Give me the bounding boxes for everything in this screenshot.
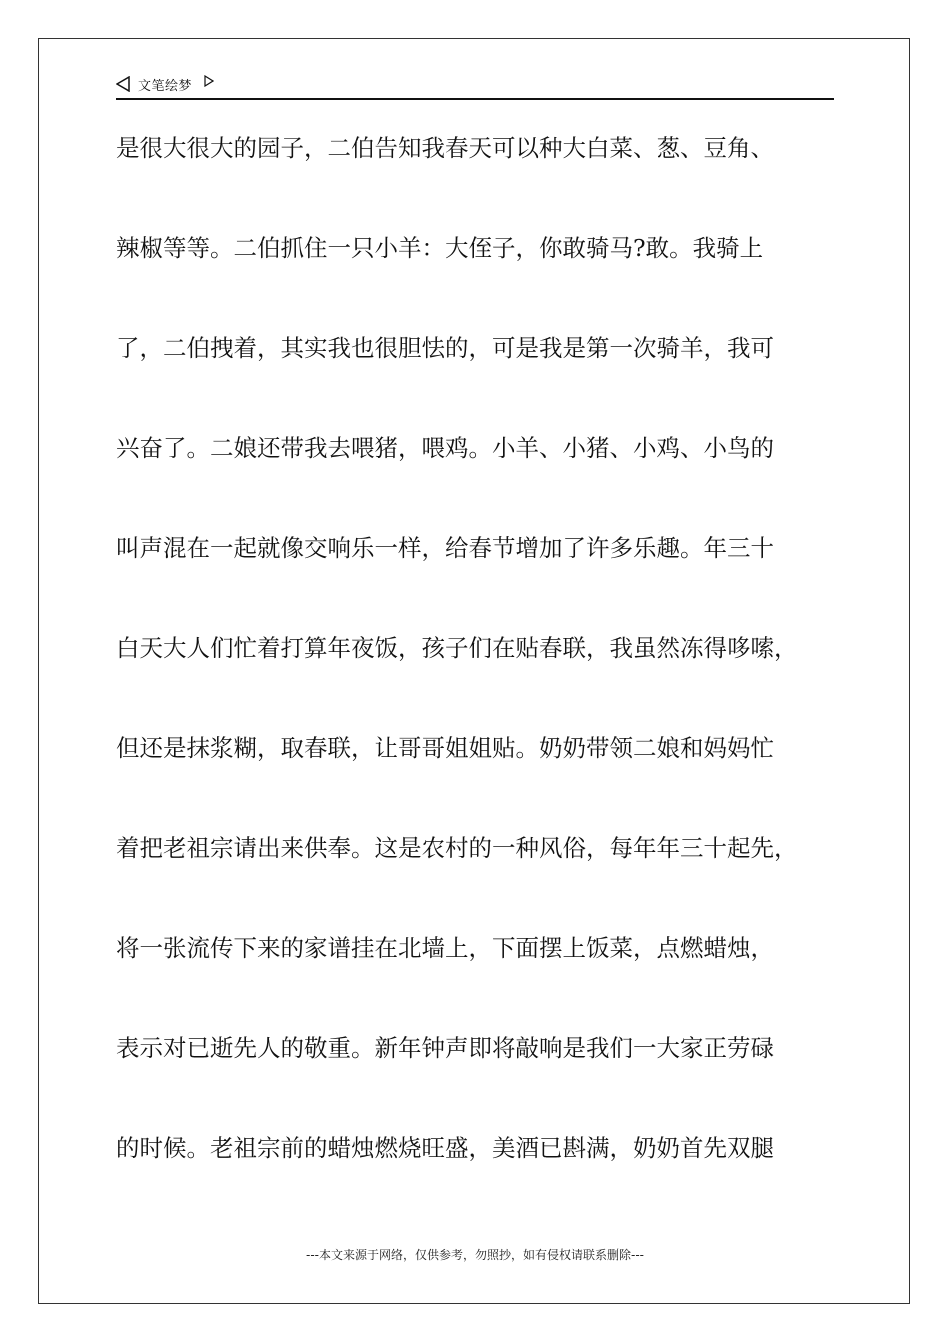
body-line: 的时候。老祖宗前的蜡烛燃烧旺盛，美酒已斟满，奶奶首先双腿 [116, 1134, 774, 1162]
body-line: 白天大人们忙着打算年夜饭，孩子们在贴春联，我虽然冻得哆嗦， [116, 634, 798, 662]
page-header [116, 72, 834, 100]
triangle-right-outline-icon [204, 75, 214, 87]
body-line: 辣椒等等。二伯抓住一只小羊：大侄子，你敢骑马?敢。我骑上 [116, 234, 764, 262]
body-line: 但还是抹浆糊，取春联，让哥哥姐姐贴。奶奶带领二娘和妈妈忙 [116, 734, 774, 762]
page-border [38, 38, 910, 1304]
body-line: 着把老祖宗请出来供奉。这是农村的一种风俗，每年年三十起先， [116, 834, 798, 862]
triangle-left-outline-icon [116, 76, 130, 92]
body-line: 表示对已逝先人的敬重。新年钟声即将敲响是我们一大家正劳碌 [116, 1034, 774, 1062]
body-line: 兴奋了。二娘还带我去喂猪，喂鸡。小羊、小猪、小鸡、小鸟的 [116, 434, 774, 462]
body-line: 叫声混在一起就像交响乐一样，给春节增加了许多乐趣。年三十 [116, 534, 774, 562]
body-line: 了，二伯拽着，其实我也很胆怯的，可是我是第一次骑羊，我可 [116, 334, 774, 362]
body-line: 是很大很大的园子，二伯告知我春天可以种大白菜、葱、豆角、 [116, 134, 774, 162]
header-brand: 文笔绘梦 [138, 79, 193, 94]
page-footer-disclaimer: ---本文来源于网络，仅供参考，勿照抄，如有侵权请联系删除--- [306, 1248, 644, 1262]
body-line: 将一张流传下来的家谱挂在北墙上，下面摆上饭菜，点燃蜡烛， [116, 934, 774, 962]
